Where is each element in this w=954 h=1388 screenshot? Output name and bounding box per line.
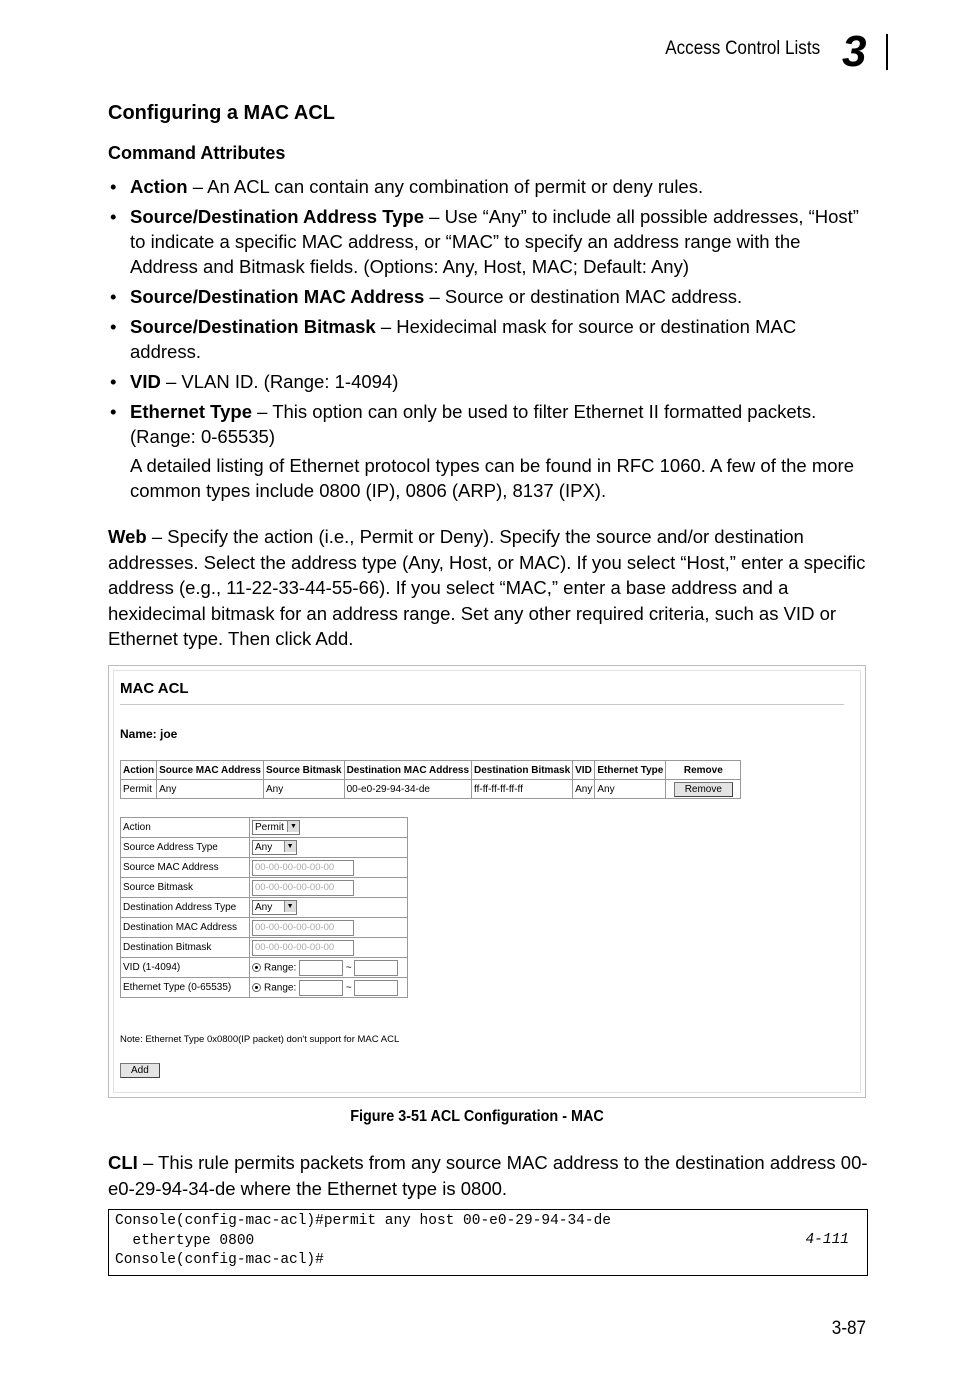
cli-code-block (108, 1209, 868, 1276)
list-item: • Source/Destination MAC Address – Source or destination MAC address. (108, 284, 868, 309)
vid-range-radio[interactable] (252, 963, 261, 972)
section-title: Configuring a MAC ACL (108, 102, 336, 124)
vid-end-input[interactable] (354, 960, 398, 976)
table-row: Permit Any Any 00-e0-29-94-34-de ff-ff-ff-ff-ff-ff Any Any Remove (121, 780, 741, 799)
list-item: • Action – An ACL can contain any combination of permit or deny rules. (108, 174, 868, 199)
code-line: ethertype 0800 (115, 1232, 255, 1249)
action-select[interactable]: Permit ▼ (252, 820, 300, 835)
col-ethertype: Ethernet Type (595, 761, 666, 780)
add-button[interactable]: Add (120, 1063, 160, 1078)
mac-acl-title: MAC ACL (120, 680, 189, 697)
running-header: Access Control Lists (665, 38, 820, 59)
col-action: Action (121, 761, 157, 780)
list-item: • VID – VLAN ID. (Range: 1-4094) (108, 369, 868, 394)
col-dest-mac: Destination MAC Address (344, 761, 471, 780)
col-remove: Remove (666, 761, 741, 780)
remove-button[interactable]: Remove (674, 782, 733, 797)
command-attributes-heading: Command Attributes (108, 143, 286, 163)
command-reference: 4-111 (805, 1232, 849, 1248)
chevron-down-icon: ▼ (284, 901, 296, 912)
col-source-bitmask: Source Bitmask (263, 761, 344, 780)
list-item: • Source/Destination Bitmask – Hexidecimal mask for source or destination MAC address. (108, 314, 868, 364)
ethertype-range-radio[interactable] (252, 983, 261, 992)
code-line: Console(config-mac-acl)# (115, 1252, 324, 1268)
web-paragraph: Web – Specify the action (i.e., Permit or Deny). Specify the source and/or destination addresses. Select the address type (Any, Host, or MAC). If you select “Host,” enter a specific address (e.g., 11-22-33-44-55-66). If you select “MAC,” enter a base address and a hexidecimal bitmask for an address range. Set any other required criteria, such as VID or Ethernet type. Then click Add. (108, 526, 866, 649)
chapter-number: 3 (842, 27, 867, 76)
ethertype-start-input[interactable] (299, 980, 343, 996)
col-vid: VID (573, 761, 595, 780)
col-dest-bitmask: Destination Bitmask (472, 761, 573, 780)
divider (120, 704, 844, 705)
col-source-mac: Source MAC Address (157, 761, 264, 780)
acl-form: Action Permit ▼ Source Address Type Any ▼ Source MAC Address 00-00-00-00-00-00 Source Bitmask 00-00-00-00-00-00 Destination Address Type Any ▼ Destination MAC Address 00-00-00-00-00-00 Destination Bitmask 00-00-00-00-00-00 VID (1-4094) Range: ~ Ethernet Type (0-65535) Range: ~ (120, 817, 408, 998)
ethertype-warning-note: Note: Ethernet Type 0x0800(IP packet) don't support for MAC ACL (120, 1034, 400, 1045)
chevron-down-icon: ▼ (287, 821, 299, 832)
vid-start-input[interactable] (299, 960, 343, 976)
page-number: 3-87 (831, 1318, 866, 1339)
source-bitmask-input[interactable]: 00-00-00-00-00-00 (252, 880, 354, 896)
source-address-type-select[interactable]: Any ▼ (252, 840, 297, 855)
source-mac-input[interactable]: 00-00-00-00-00-00 (252, 860, 354, 876)
rules-table (120, 760, 741, 799)
list-item: • Ethernet Type – This option can only be used to filter Ethernet II formatted packets. (Range: 0-65535) A detailed listing of Ethernet protocol types can be found in RFC 1060. A few of the more common types include 0800 (IP), 0806 (ARP), 8137 (IPX). (108, 399, 868, 503)
chapter-divider (886, 34, 888, 70)
acl-name-label: Name: joe (120, 727, 178, 741)
ethertype-end-input[interactable] (354, 980, 398, 996)
destination-bitmask-input[interactable]: 00-00-00-00-00-00 (252, 940, 354, 956)
attribute-list (108, 174, 868, 508)
cli-paragraph: CLI – This rule permits packets from any source MAC address to the destination address 00-e0-29-94-34-de where the Ethernet type is 0800. (108, 1152, 868, 1199)
mac-acl-screenshot (108, 665, 866, 1098)
destination-address-type-select[interactable]: Any ▼ (252, 900, 297, 915)
list-item: • Source/Destination Address Type – Use “Any” to include all possible addresses, “Host” to indicate a specific MAC address, or “MAC” to specify an address range with the Address and Bitmask fields. (Options: Any, Host, MAC; Default: Any) (108, 204, 868, 279)
ethertype-note: A detailed listing of Ethernet protocol types can be found in RFC 1060. A few of the more common types include 0800 (IP), 0806 (ARP), 8137 (IPX). (130, 455, 854, 501)
code-line: Console(config-mac-acl)#permit any host 00-e0-29-94-34-de (115, 1213, 611, 1229)
figure-caption: Figure 3-51 ACL Configuration - MAC (350, 1108, 604, 1125)
destination-mac-input[interactable]: 00-00-00-00-00-00 (252, 920, 354, 936)
chevron-down-icon: ▼ (284, 841, 296, 852)
